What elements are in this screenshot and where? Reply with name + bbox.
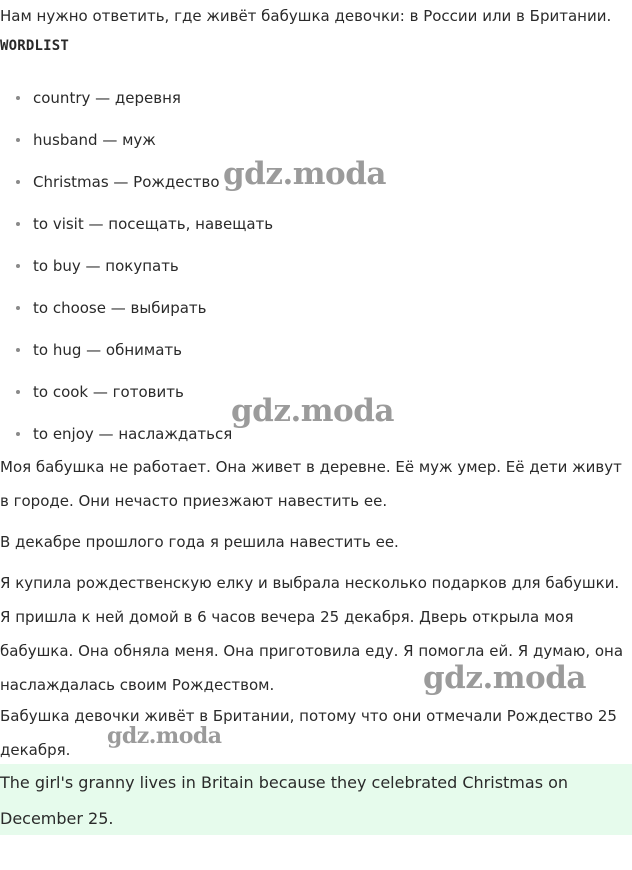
wordlist-item — [0, 256, 273, 298]
story-paragraph-2: В декабре прошлого года я решила навестить ее. — [0, 533, 399, 551]
bullet-icon — [16, 222, 20, 226]
intro-text: Нам нужно ответить, где живёт бабушка девочки: в России или в Британии. — [0, 7, 612, 25]
answer-box — [0, 764, 632, 835]
bullet-icon — [16, 180, 20, 184]
watermark-logo: gdz.moda — [423, 660, 586, 696]
watermark-logo: gdz.moda — [231, 393, 394, 429]
conclusion-paragraph: Бабушка девочки живёт в Британии, потому что они отмечали Рождество 25 декабря. — [0, 707, 617, 759]
wordlist-item-text: husband — муж — [33, 131, 156, 149]
wordlist-item-text: to cook — готовить — [33, 383, 184, 401]
bullet-icon — [16, 96, 20, 100]
wordlist-item-text: to visit — посещать, навещать — [33, 215, 274, 233]
story-paragraph-3: Я купила рождественскую елку и выбрала несколько подарков для бабушки. Я пришла к ней домой в 6 часов вечера 25 декабря. Дверь открыла моя бабушка. Она обняла меня. Она приготовила еду. Я помогла ей. Я думаю, она наслаждалась своим Рождеством. — [0, 574, 624, 694]
wordlist-item — [0, 340, 273, 382]
watermark-logo: gdz.moda — [223, 156, 386, 192]
wordlist-item-text: to buy — покупать — [33, 257, 179, 275]
wordlist-item-text: to choose — выбирать — [33, 299, 207, 317]
wordlist-heading: WORDLIST — [0, 38, 70, 54]
wordlist-item — [0, 88, 273, 130]
watermark-logo: gdz.moda — [107, 723, 222, 749]
wordlist-item — [0, 298, 273, 340]
bullet-icon — [16, 432, 20, 436]
wordlist-item-text: country — деревня — [33, 89, 181, 107]
answer-text: The girl's granny lives in Britain because they celebrated Christmas on December 25. — [0, 773, 569, 828]
bullet-icon — [16, 348, 20, 352]
bullet-icon — [16, 264, 20, 268]
story-paragraph-1: Моя бабушка не работает. Она живет в деревне. Её муж умер. Её дети живут в городе. Они нечасто приезжают навестить ее. — [0, 458, 622, 510]
wordlist-item — [0, 214, 273, 256]
bullet-icon — [16, 390, 20, 394]
wordlist-item-text: to enjoy — наслаждаться — [33, 425, 233, 443]
wordlist-item-text: Christmas — Рождество — [33, 173, 220, 191]
wordlist-item-text: to hug — обнимать — [33, 341, 182, 359]
bullet-icon — [16, 306, 20, 310]
bullet-icon — [16, 138, 20, 142]
